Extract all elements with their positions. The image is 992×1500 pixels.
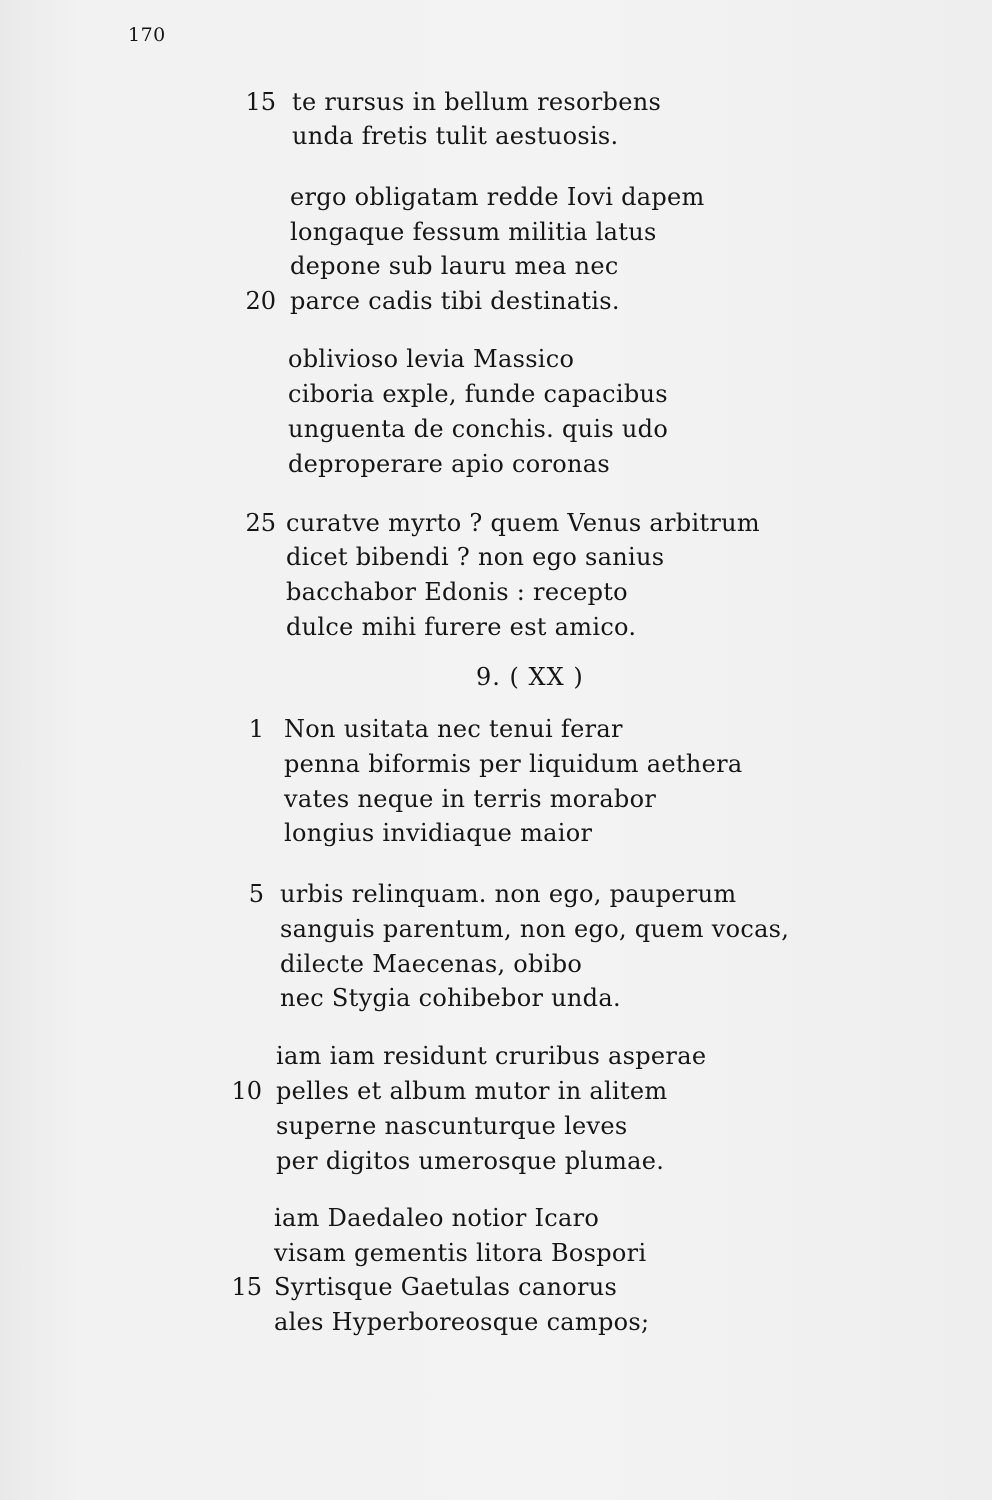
poem-line: urbis relinquam. non ego, pauperum (280, 880, 737, 908)
line-number: 20 (245, 287, 276, 315)
poem-line: longaque fessum militia latus (290, 218, 657, 246)
poem-line: iam Daedaleo notior Icaro (274, 1204, 600, 1232)
poem-line: dilecte Maecenas, obibo (280, 950, 583, 978)
poem-line: vates neque in terris morabor (284, 785, 657, 813)
poem-line: deproperare apio coronas (288, 450, 611, 478)
poem-line: dicet bibendi ? non ego sanius (286, 543, 665, 571)
poem-line: per digitos umerosque plumae. (276, 1147, 665, 1175)
poem-line: ciboria exple, funde capacibus (288, 380, 668, 408)
poem-line: Syrtisque Gaetulas canorus (274, 1273, 618, 1301)
poem-line: unguenta de conchis. quis udo (288, 415, 669, 443)
line-number: 5 (248, 880, 264, 908)
poem-line: penna biformis per liquidum aethera (284, 750, 743, 778)
poem-line: visam gementis litora Bospori (274, 1239, 647, 1267)
poem-line: ergo obligatam redde Iovi dapem (290, 183, 705, 211)
poem-line: parce cadis tibi destinatis. (290, 287, 620, 315)
poem-line: unda fretis tulit aestuosis. (292, 122, 619, 150)
poem-line: oblivioso levia Massico (288, 345, 575, 373)
poem-line: longius invidiaque maior (284, 819, 593, 847)
poem-line: dulce mihi furere est amico. (286, 613, 637, 641)
poem-line: bacchabor Edonis : recepto (286, 578, 628, 606)
poem-line: te rursus in bellum resorbens (292, 88, 662, 116)
line-number: 25 (245, 509, 276, 537)
line-number: 15 (231, 1273, 262, 1301)
poem-line: ales Hyperboreosque campos; (274, 1308, 650, 1336)
poem-line: superne nascunturque leves (276, 1112, 628, 1140)
poem-line: pelles et album mutor in alitem (276, 1077, 668, 1105)
line-number: 10 (231, 1077, 262, 1105)
poem-line: iam iam residunt cruribus asperae (276, 1042, 707, 1070)
line-number: 1 (248, 715, 264, 743)
poem-line: nec Stygia cohibebor unda. (280, 984, 621, 1012)
page-number: 170 (128, 24, 166, 46)
line-number: 15 (245, 88, 276, 116)
ode-heading: 9. ( XX ) (476, 663, 584, 691)
poem-line: curatve myrto ? quem Venus arbitrum (286, 509, 760, 537)
poem-line: depone sub lauru mea nec (290, 252, 619, 280)
poem-line: Non usitata nec tenui ferar (284, 715, 623, 743)
poem-line: sanguis parentum, non ego, quem vocas, (280, 915, 790, 943)
